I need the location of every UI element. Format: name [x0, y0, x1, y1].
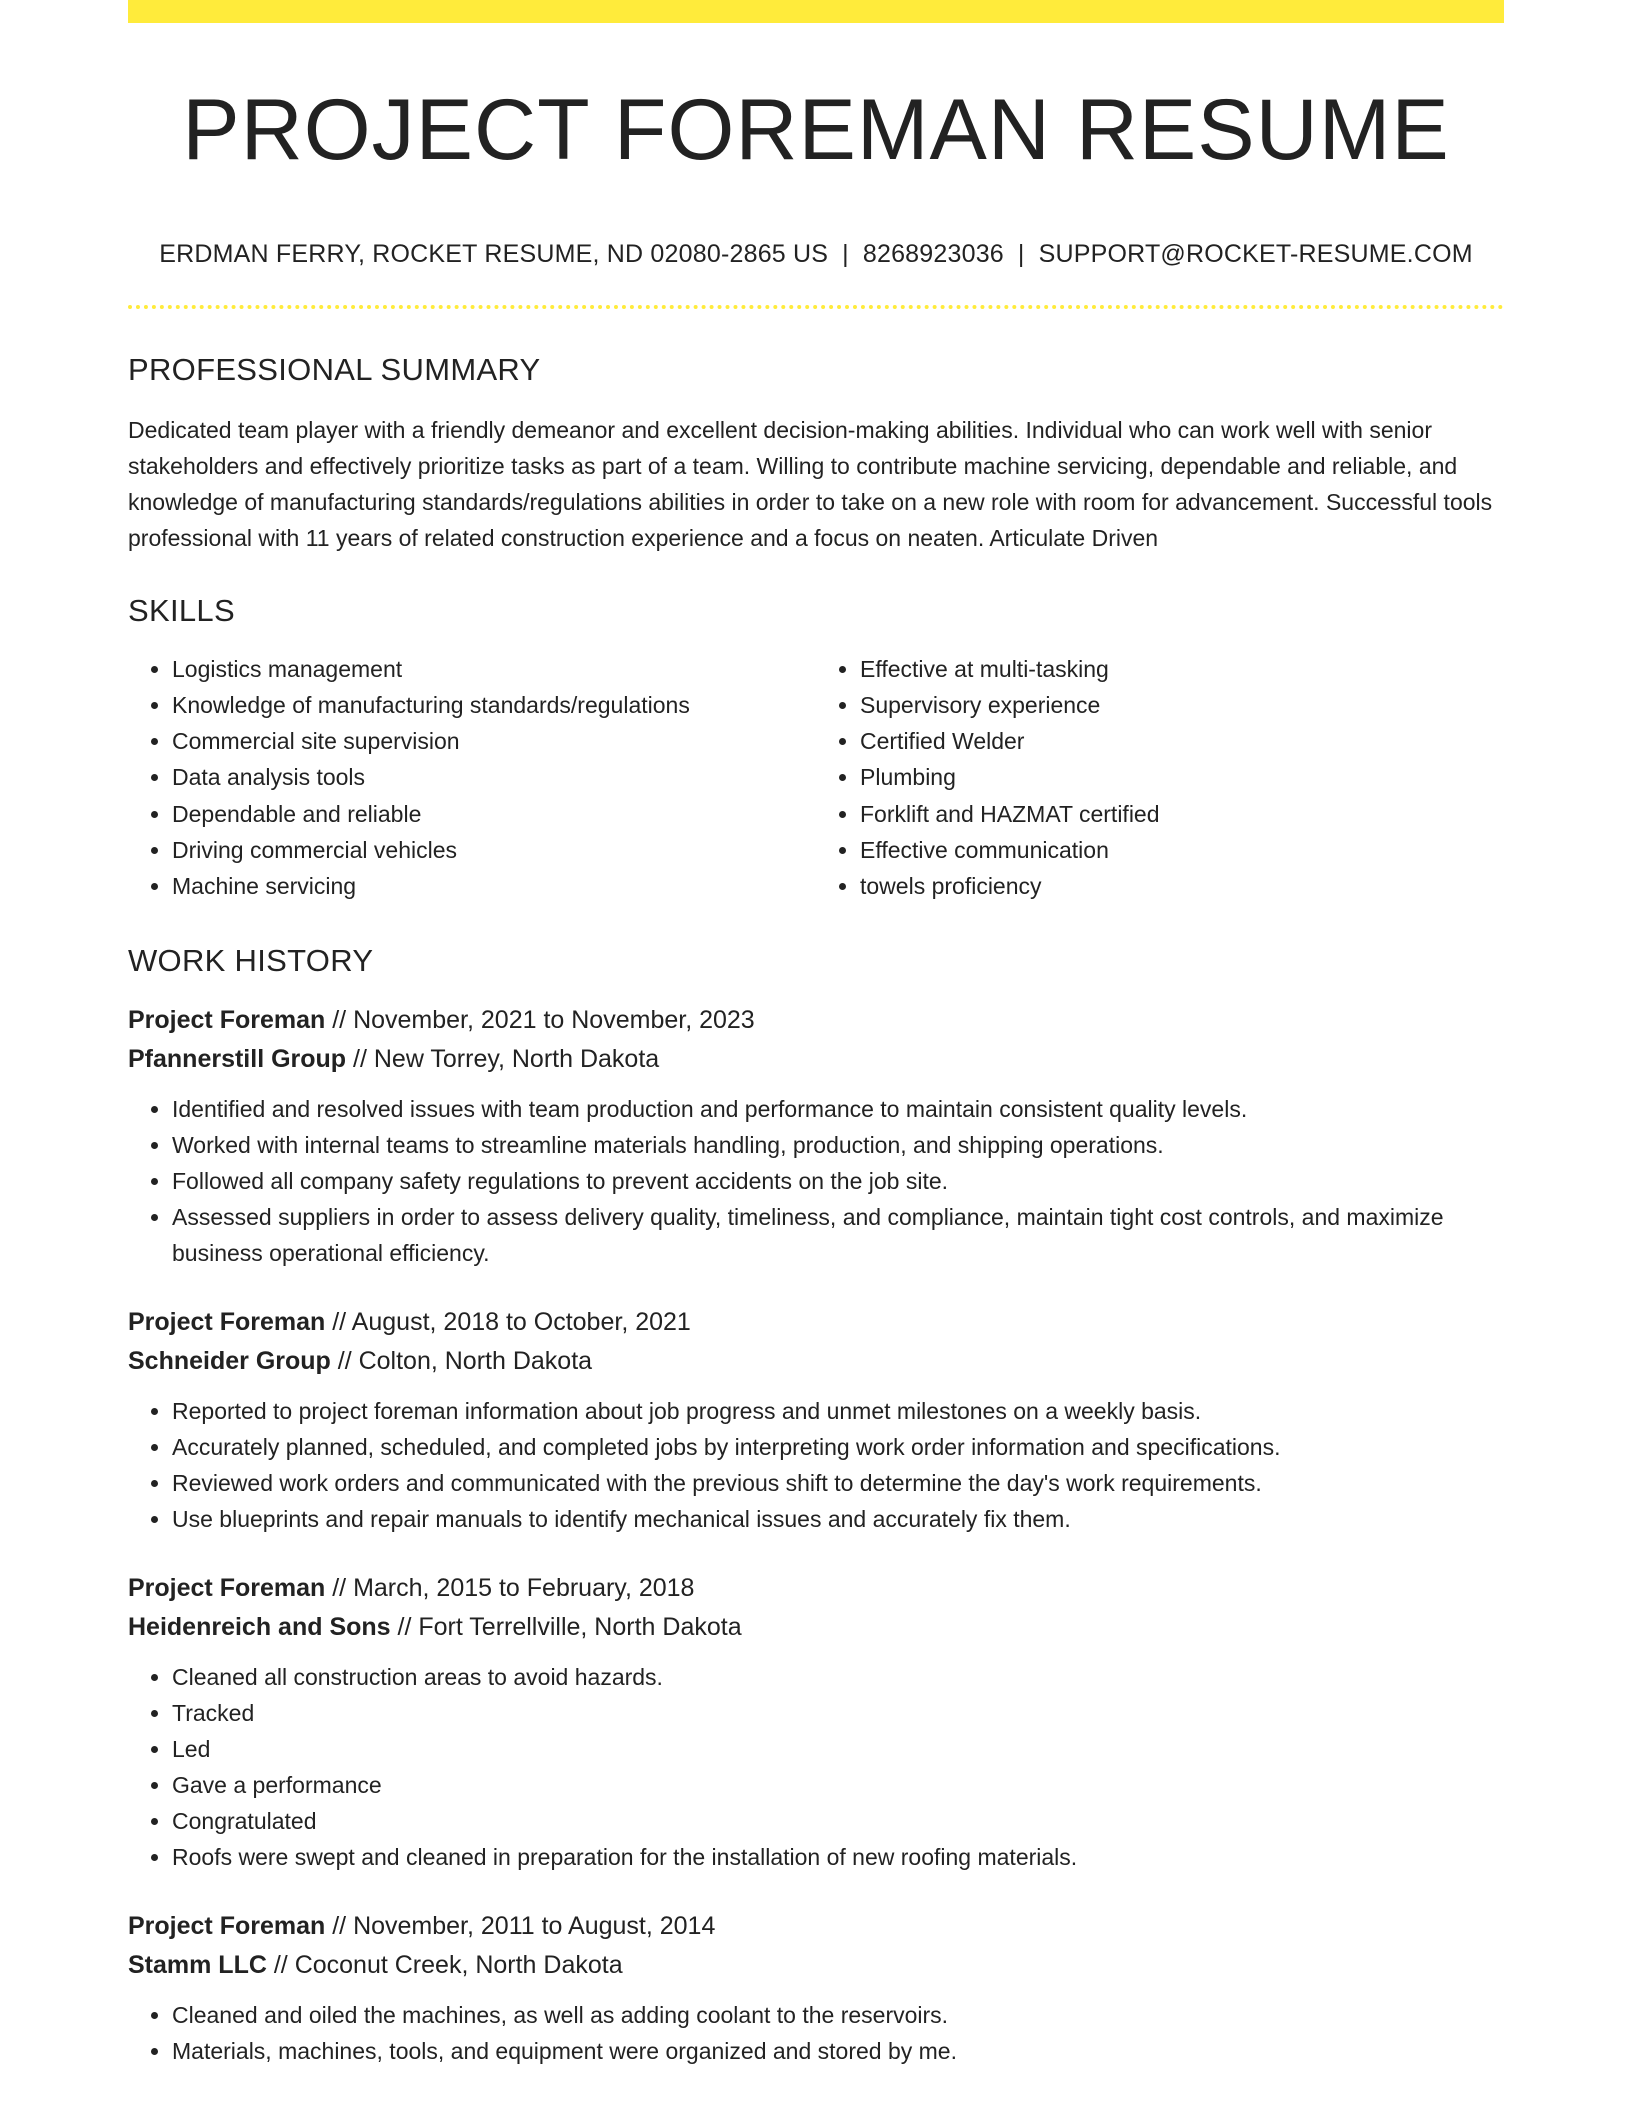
job-title-line — [128, 1569, 1504, 1608]
job-company-line — [128, 1608, 1504, 1647]
job-company-line — [128, 1946, 1504, 1985]
skill-item: • towels proficiency — [860, 868, 1504, 904]
skills-list-left — [128, 651, 816, 905]
contact-address: ERDMAN FERRY, ROCKET RESUME, ND 02080-2865 US — [159, 239, 829, 268]
job-company-line — [128, 1342, 1504, 1381]
job-bullet-list — [128, 1393, 1504, 1537]
work-history-heading: WORK HISTORY — [128, 942, 374, 978]
job-dates: // August, 2018 to October, 2021 — [325, 1307, 691, 1336]
job-bullet-list — [128, 1997, 1504, 2069]
accent-top-bar — [128, 0, 1504, 23]
job-bullet: • Materials, machines, tools, and equipment were organized and stored by me. — [172, 2033, 1504, 2069]
skill-item: • Certified Welder — [860, 723, 1504, 759]
contact-email: SUPPORT@ROCKET-RESUME.COM — [1038, 239, 1473, 268]
skill-item: • Knowledge of manufacturing standards/regulations — [172, 687, 816, 723]
job-bullet: • Reviewed work orders and communicated with the previous shift to determine the day's work requirements. — [172, 1465, 1504, 1501]
job-bullet: • Led — [172, 1731, 1504, 1767]
skill-item: • Driving commercial vehicles — [172, 832, 816, 868]
job-title: Project Foreman — [128, 1307, 326, 1336]
page-title: PROJECT FOREMAN RESUME — [182, 82, 1450, 178]
job-entry — [128, 1001, 1504, 1271]
job-company: Schneider Group — [128, 1346, 331, 1375]
dotted-divider — [128, 305, 1504, 309]
job-bullet: • Accurately planned, scheduled, and completed jobs by interpreting work order information and specifications. — [172, 1429, 1504, 1465]
job-dates: // November, 2021 to November, 2023 — [325, 1005, 755, 1034]
job-location: // Coconut Creek, North Dakota — [266, 1950, 623, 1979]
skill-item: • Supervisory experience — [860, 687, 1504, 723]
job-dates: // March, 2015 to February, 2018 — [325, 1573, 695, 1602]
skill-item: • Data analysis tools — [172, 759, 816, 795]
job-location: // New Torrey, North Dakota — [346, 1044, 660, 1073]
job-bullet: • Use blueprints and repair manuals to identify mechanical issues and accurately fix them. — [172, 1501, 1504, 1537]
job-bullet: • Worked with internal teams to streamline materials handling, production, and shipping operations. — [172, 1127, 1504, 1163]
job-bullet: • Congratulated — [172, 1803, 1504, 1839]
job-company-line — [128, 1040, 1504, 1079]
summary-heading: PROFESSIONAL SUMMARY — [128, 351, 541, 387]
job-bullet: • Cleaned and oiled the machines, as well as adding coolant to the reservoirs. — [172, 1997, 1504, 2033]
contact-separator: | — [842, 239, 849, 268]
contact-line — [128, 240, 1504, 269]
contact-separator: | — [1017, 239, 1025, 268]
job-bullet-list — [128, 1659, 1504, 1875]
summary-text: Dedicated team player with a friendly demeanor and excellent decision-making abilities. Individual who can work well with senior stakeholders and effectively prioritize tasks as part of a team. Willing to contribute machine servicing, dependable and reliable, and knowledge of manufacturing standards/regulations abilities in order to take on a new role with room for advancement. Successful tools professional with 11 years of related construction experience and a focus on neaten. Articulate Driven — [128, 416, 1493, 551]
job-title: Project Foreman — [128, 1005, 326, 1034]
skill-item: • Forklift and HAZMAT certified — [860, 796, 1504, 832]
skill-item: • Plumbing — [860, 759, 1504, 795]
job-title-line — [128, 1907, 1504, 1946]
job-bullet: • Tracked — [172, 1695, 1504, 1731]
job-company: Heidenreich and Sons — [128, 1612, 391, 1641]
job-entry — [128, 1303, 1504, 1537]
resume-content — [128, 23, 1504, 2069]
job-location: // Colton, North Dakota — [330, 1346, 593, 1375]
skill-item: • Machine servicing — [172, 868, 816, 904]
skill-item: • Commercial site supervision — [172, 723, 816, 759]
job-bullet: • Assessed suppliers in order to assess delivery quality, timeliness, and compliance, maintain tight cost controls, and maximize business operational efficiency. — [172, 1199, 1504, 1271]
job-company: Stamm LLC — [128, 1950, 267, 1979]
job-bullet-list — [128, 1091, 1504, 1271]
job-entry — [128, 1569, 1504, 1875]
skills-heading: SKILLS — [128, 592, 235, 628]
skill-item: • Effective communication — [860, 832, 1504, 868]
job-bullet: • Reported to project foreman information about job progress and unmet milestones on a weekly basis. — [172, 1393, 1504, 1429]
job-bullet: • Roofs were swept and cleaned in preparation for the installation of new roofing materials. — [172, 1839, 1504, 1875]
job-title-line — [128, 1303, 1504, 1342]
skills-grid — [128, 651, 1504, 905]
job-bullet: • Gave a performance — [172, 1767, 1504, 1803]
job-bullet: • Cleaned all construction areas to avoid hazards. — [172, 1659, 1504, 1695]
job-title: Project Foreman — [128, 1573, 326, 1602]
job-title-line — [128, 1001, 1504, 1040]
skills-list-right — [816, 651, 1504, 905]
job-company: Pfannerstill Group — [128, 1044, 347, 1073]
job-title: Project Foreman — [128, 1911, 326, 1940]
skill-item: • Dependable and reliable — [172, 796, 816, 832]
skill-item: • Logistics management — [172, 651, 816, 687]
job-dates: // November, 2011 to August, 2014 — [325, 1911, 716, 1940]
contact-phone: 8268923036 — [862, 239, 1004, 268]
job-bullet: • Identified and resolved issues with team production and performance to maintain consistent quality levels. — [172, 1091, 1504, 1127]
job-entry — [128, 1907, 1504, 2069]
skill-item: • Effective at multi-tasking — [860, 651, 1504, 687]
job-bullet: • Followed all company safety regulations to prevent accidents on the job site. — [172, 1163, 1504, 1199]
job-location: // Fort Terrellville, North Dakota — [390, 1612, 742, 1641]
